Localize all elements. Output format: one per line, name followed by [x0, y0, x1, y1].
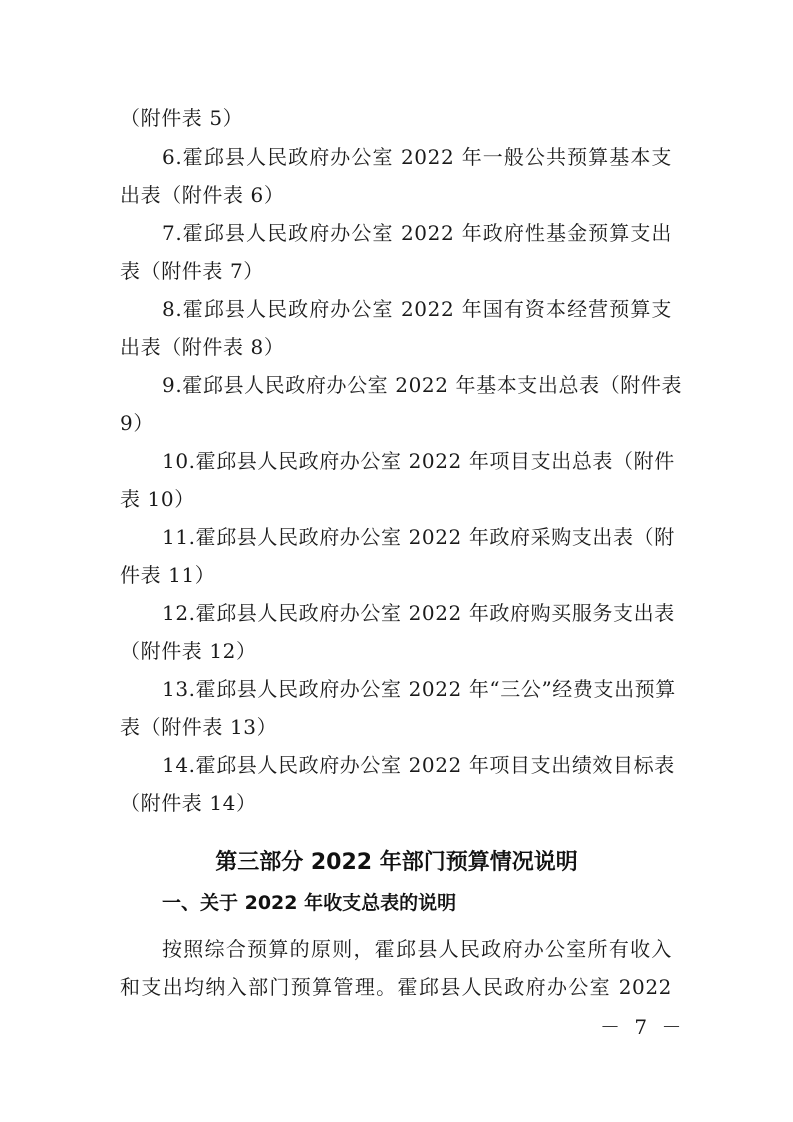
list-item-6-line-1: 6.霍邱县人民政府办公室 2022 年一般公共预算基本支	[162, 145, 672, 169]
paragraph-line-1: 按照综合预算的原则，霍邱县人民政府办公室所有收入	[162, 937, 672, 961]
section-subheading: 一、关于 2022 年收支总表的说明	[162, 892, 457, 914]
list-item-10-line-2: 表 10）	[120, 487, 195, 511]
list-item-8-line-2: 出表（附件表 8）	[120, 335, 285, 359]
page-number: － 7 －	[600, 1015, 686, 1039]
list-item-7-line-1: 7.霍邱县人民政府办公室 2022 年政府性基金预算支出	[162, 221, 672, 245]
list-item-9-line-2: 9）	[120, 411, 154, 435]
paragraph-line-2: 和支出均纳入部门预算管理。霍邱县人民政府办公室 2022	[120, 975, 672, 999]
list-item-10-line-1: 10.霍邱县人民政府办公室 2022 年项目支出总表（附件	[162, 449, 675, 473]
list-item-12-line-1: 12.霍邱县人民政府办公室 2022 年政府购买服务支出表	[162, 601, 675, 625]
list-item-14-line-1: 14.霍邱县人民政府办公室 2022 年项目支出绩效目标表	[162, 753, 675, 777]
list-item-7-line-2: 表（附件表 7）	[120, 259, 264, 283]
list-item-14-line-2: （附件表 14）	[120, 791, 257, 815]
list-item-11-line-2: 件表 11）	[120, 563, 216, 587]
list-item-6-line-2: 出表（附件表 6）	[120, 183, 285, 207]
list-item-8-line-1: 8.霍邱县人民政府办公室 2022 年国有资本经营预算支	[162, 297, 672, 321]
list-item-13-line-2: 表（附件表 13）	[120, 715, 278, 739]
list-item-12-line-2: （附件表 12）	[120, 639, 257, 663]
list-item-11-line-1: 11.霍邱县人民政府办公室 2022 年政府采购支出表（附	[162, 525, 675, 549]
list-item-13-line-1: 13.霍邱县人民政府办公室 2022 年“三公”经费支出预算	[162, 677, 676, 701]
list-item-5-continuation: （附件表 5）	[120, 106, 244, 130]
section-title: 第三部分 2022 年部门预算情况说明	[215, 850, 578, 875]
list-item-9-line-1: 9.霍邱县人民政府办公室 2022 年基本支出总表（附件表	[162, 373, 683, 397]
